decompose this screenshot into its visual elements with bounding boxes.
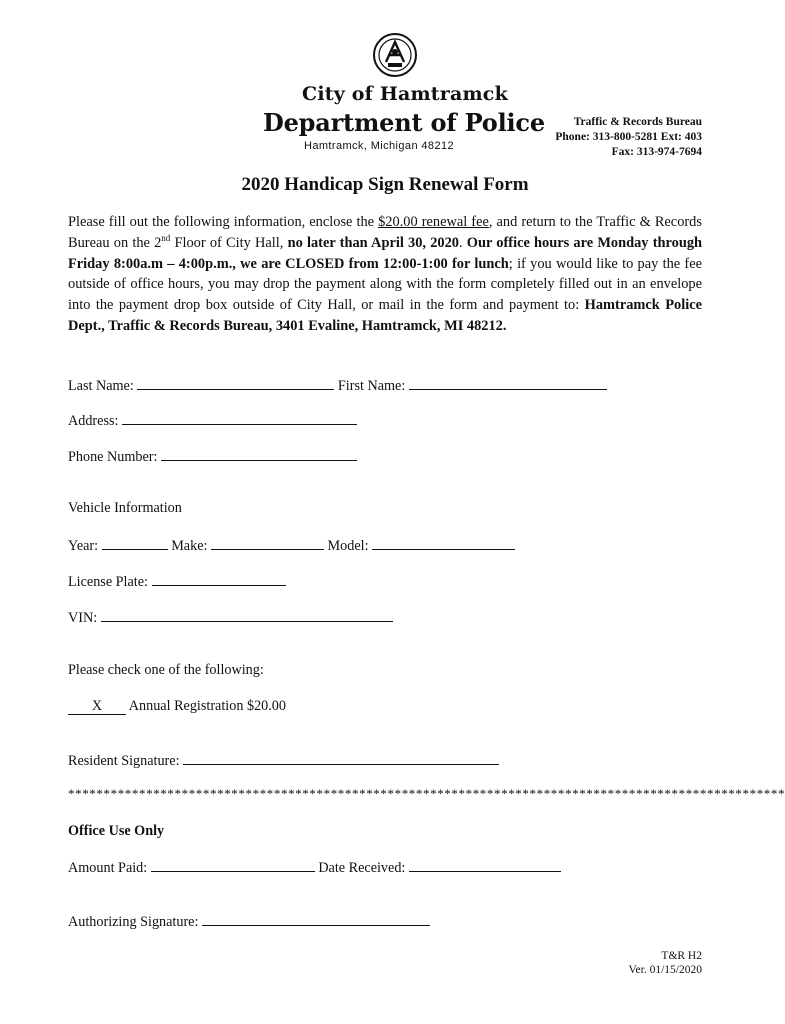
address-field[interactable] xyxy=(122,411,357,425)
date-received-field[interactable] xyxy=(409,858,561,872)
option-row xyxy=(68,698,286,715)
ordinal-suffix: nd xyxy=(161,233,171,243)
fax-number: Fax: 313-974-7694 xyxy=(611,146,702,158)
vin-row xyxy=(68,608,393,627)
form-code: T&R H2 xyxy=(661,950,702,962)
address-label: Address: xyxy=(68,413,119,429)
police-seal-icon xyxy=(372,32,418,78)
form-version: Ver. 01/15/2020 xyxy=(628,964,702,976)
department-name: Department of Police xyxy=(263,108,545,137)
year-field[interactable] xyxy=(102,536,168,550)
bureau-name: Traffic & Records Bureau xyxy=(573,116,702,128)
model-label: Model: xyxy=(327,538,369,554)
authorizing-signature-label: Authorizing Signature: xyxy=(68,914,199,930)
address-row xyxy=(68,411,357,430)
plate-row xyxy=(68,572,286,591)
vin-field[interactable] xyxy=(101,608,393,622)
authorizing-signature-field[interactable] xyxy=(202,912,430,926)
name-row xyxy=(68,376,607,395)
mailing-address: Hamtramck Police Dept., Traffic & Records Bureau, 3401 Evaline, Hamtramck, MI 48212. xyxy=(68,297,703,334)
intro-text: Please fill out the following information, enclose the xyxy=(68,214,379,230)
date-received-label: Date Received: xyxy=(318,860,406,876)
model-field[interactable] xyxy=(372,536,515,550)
vehicle-row xyxy=(68,536,515,555)
separator-line: ***************************************************************************************************** xyxy=(68,786,785,801)
vehicle-heading: Vehicle Information xyxy=(68,500,182,516)
resident-signature-label: Resident Signature: xyxy=(68,753,180,769)
make-field[interactable] xyxy=(211,536,324,550)
last-name-field[interactable] xyxy=(137,376,334,390)
contact-block xyxy=(555,115,702,160)
plate-label: License Plate: xyxy=(68,574,148,590)
phone-number: Phone: 313-800-5281 Ext: 403 xyxy=(555,131,702,143)
renewal-fee: $20.00 renewal fee xyxy=(378,214,489,230)
vin-label: VIN: xyxy=(68,610,98,626)
form-title: 2020 Handicap Sign Renewal Form xyxy=(241,174,529,195)
phone-label: Phone Number: xyxy=(68,449,158,465)
city-name: City of Hamtramck xyxy=(302,83,508,105)
option-prompt: Please check one of the following: xyxy=(68,662,264,678)
phone-row xyxy=(68,447,357,466)
department-location: Hamtramck, Michigan 48212 xyxy=(304,140,455,152)
annual-registration-checkmark[interactable]: X xyxy=(68,699,126,715)
phone-field[interactable] xyxy=(161,447,357,461)
deadline: no later than April 30, 2020 xyxy=(287,234,459,251)
intro-text: Floor of City Hall, xyxy=(170,234,288,251)
plate-field[interactable] xyxy=(152,572,286,586)
office-use-heading: Office Use Only xyxy=(68,823,165,839)
last-name-label: Last Name: xyxy=(68,378,134,394)
office-hours: Our office hours are Monday through Friday 8:00a.m – 4:00p.m., we are CLOSED from 12:00-1:00 for lunch xyxy=(68,234,703,272)
signature-row xyxy=(68,751,499,770)
intro-text: , and return to the Traffic & Records Bureau on the 2 xyxy=(68,214,702,251)
annual-registration-label: Annual Registration $20.00 xyxy=(128,698,286,714)
make-label: Make: xyxy=(171,538,208,554)
instructions-paragraph xyxy=(68,212,702,337)
year-label: Year: xyxy=(68,538,99,554)
form-footer xyxy=(629,949,702,977)
amount-paid-field[interactable] xyxy=(151,858,315,872)
authorizing-row xyxy=(68,912,430,931)
office-payment-row xyxy=(68,858,561,877)
intro-text: ; if you would like to pay the fee outside of office hours, you may drop the payment along with the form completely filled out in an envelope into the payment drop box outside of City Hall, or mail in the form and payment to: xyxy=(68,255,702,314)
intro-text: . xyxy=(459,234,467,251)
first-name-field[interactable] xyxy=(409,376,607,390)
first-name-label: First Name: xyxy=(337,378,406,394)
resident-signature-field[interactable] xyxy=(183,751,499,765)
amount-paid-label: Amount Paid: xyxy=(68,860,148,876)
